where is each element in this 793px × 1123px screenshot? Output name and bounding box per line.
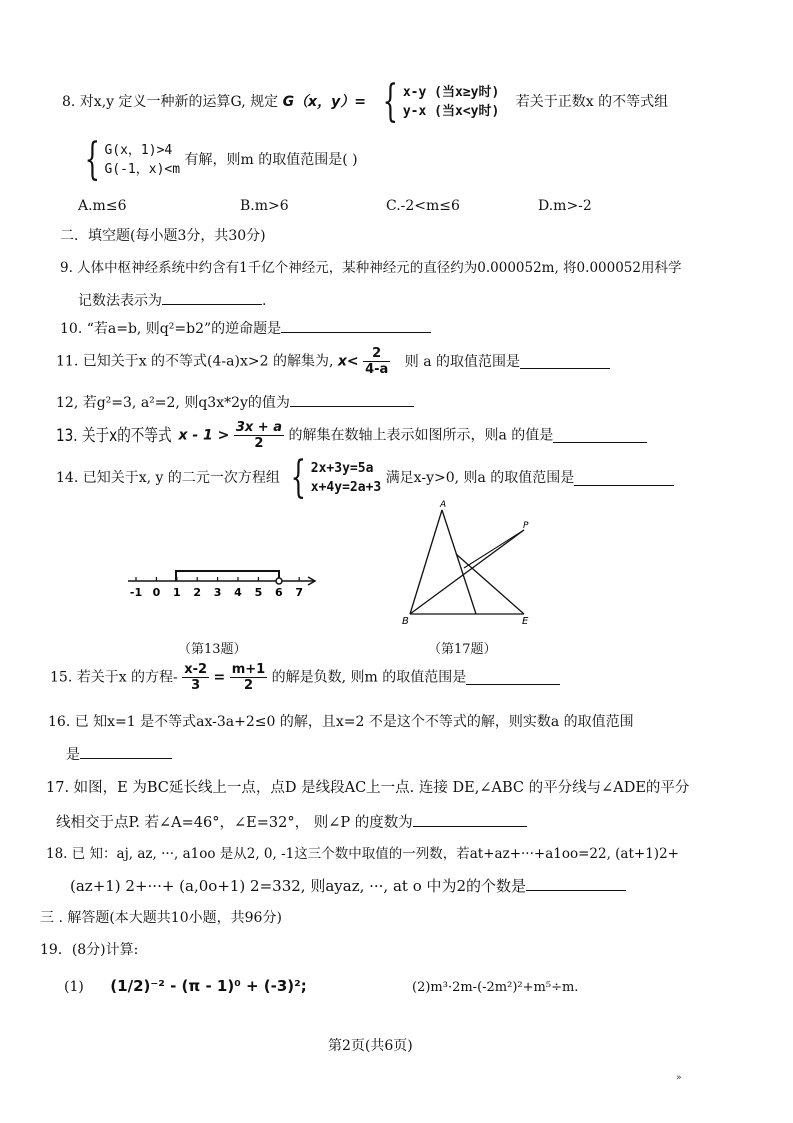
q9-answer-blank[interactable] [162,290,262,305]
tick-label-6: 6 [274,586,283,599]
solution-range-bracket [176,571,279,581]
q18-label: (az+1) 2+···+ (a,0o+1) 2=332, 则ayaz, ···, at o 中为2的个数是 [70,877,527,895]
q12-answer-blank[interactable] [290,392,414,407]
q12 [56,392,414,413]
q17-caption: （第17题） [428,642,497,657]
q9-label: 记数法表示为 [78,293,162,309]
q14-lead: 14. 已知关于x, y 的二元一次方程组 [56,470,280,486]
q15 [50,662,560,700]
q8-case2: y-x (当x<y时) [402,104,500,119]
q8-tail: 若关于正数x 的不等式组 [515,94,669,110]
tick-label-2: 2 [193,586,202,599]
side-ac [442,510,476,614]
q19-part1 [64,976,307,997]
q8-line2 [72,134,358,185]
q9-line1: 9. 人体中枢神经系统中约含有1千亿个神经元，某种神经元的直径约为0.000052m, 将0.000052用科学 [60,260,682,276]
label-p: P [523,521,529,531]
q12-text: 12, 若g²=3, a²=2, 则q3x*2y的值为 [56,395,290,411]
section3-heading: 三 . 解答题(本大题共10小题，共96分) [40,910,282,926]
q11-lead: 11. 已知关于x 的不等式(4-a)x>2 的解集为, [56,353,334,370]
q15-tail: 的解是负数, 则m 的取值范围是 [271,669,467,686]
bisector-bp [410,530,524,614]
q14-eq2: x+4y=2a+3 [310,480,382,495]
q15-numerator-left: x-2 [184,662,208,677]
q17-label: 线相交于点P. 若∠A=46°，∠E=32°， 则∠P 的度数为 [56,815,413,831]
q8-sys1: G(x，1)>4 [104,143,173,158]
q8-system [104,141,180,179]
label-a: A [440,500,447,510]
q8-line1 [62,76,669,127]
q14-system [311,459,381,497]
q15-denominator-left: 3 [191,678,201,693]
q15-equals: = [213,669,226,686]
open-endpoint [276,578,282,584]
q13-fraction [234,420,284,451]
q14-tail: 满足x-y>0, 则a 的取值范围是 [385,470,575,486]
q14-answer-blank[interactable] [574,471,674,486]
q11-answer-blank[interactable] [520,354,610,369]
q11-numerator: 2 [363,346,390,362]
q9-line2: 记数法表示为 . [78,290,266,311]
q14-eq1: 2x+3y=5a [310,461,374,476]
q8-opt-b: B.m>6 [240,198,289,214]
tick-label-3: 3 [213,586,222,599]
q16-answer-blank[interactable] [80,744,172,759]
q13-lead: 13. 关于x的不等式 [56,425,172,446]
q8-opt-a: A.m≤6 [78,198,127,214]
q8-opt-d: D.m>-2 [538,198,592,214]
q10-answer-blank[interactable] [281,318,431,333]
q11-tail: 则 a 的取值范围是 [404,353,520,370]
label-b: B [402,616,409,627]
q11 [56,346,610,380]
q15-answer-blank[interactable] [466,670,560,685]
q13-caption: （第13题） [178,642,247,657]
tick-label-0: 0 [152,586,161,599]
q19-title: 19．(8分)计算: [40,942,139,958]
q19-part2: (2)m³·2m-(-2m²)²+m⁵÷m. [412,980,579,995]
q8-lead: 8. 对x,y 定义一种新的运算G, 规定 [62,94,279,110]
q17-answer-blank[interactable] [413,812,527,827]
q15-lead: 15. 若关于x 的方程- [50,669,178,686]
tick-label--1: -1 [129,586,143,599]
q18-answer-blank[interactable] [526,876,626,891]
q17-line1: 17. 如图，E 为BC延长线上一点，点D 是线段AC上一点. 连接 DE,∠ABC 的平分线与∠ADE的平分 [46,780,690,796]
corner-mark: » [676,1073,682,1083]
q15-fraction-left [182,662,209,693]
q8-cases [403,83,499,121]
q19-part1-label: (1) [64,979,84,995]
q14-brace: { [290,452,307,503]
bisector-dp [464,530,524,568]
q8-opt-c: C.-2<m≤6 [386,198,460,214]
page-footer: 第2页(共6页) [328,1038,413,1054]
q18-line1: 18. 已 知：aj, az, ···, a1oo 是从2, 0, -1这三个数中取值的一列数，若at+az+···+a1oo=22, (at+1)2+ [46,846,679,862]
q10-text: 10. “若a=b, 则q²=b2”的逆命题是 [60,321,282,337]
q8-brace: { [383,76,399,127]
triangle-figure [396,496,546,630]
tick-label-4: 4 [234,586,242,599]
q13 [56,420,647,456]
q13-answer-blank[interactable] [553,428,647,443]
q8-func: G（x，y）= [282,94,366,110]
q13-lhs: x - 1 > [178,427,230,444]
q13-denominator: 2 [254,436,264,451]
q19-part1-expression: (1/2)⁻² - (π - 1)⁰ + (-3)²; [110,977,307,995]
q13-numerator: 3x + a [235,420,282,435]
section2-heading: 二．填空题(每小题3分，共30分) [60,228,266,244]
q11-denominator: 4-a [365,362,389,377]
number-line-figure [122,556,322,606]
q14 [56,452,674,503]
q17-line2 [56,812,527,833]
q8-sys-tail: 有解，则m 的取值范围是( ) [184,152,358,168]
q16-line2 [66,744,172,765]
q8-sys2: G(-1，x)<m [104,162,181,177]
q11-x: x< [337,353,359,370]
side-ab [410,510,442,614]
q15-fraction-right [230,662,267,693]
q15-numerator-right: m+1 [231,662,266,677]
q13-tail: 的解集在数轴上表示如图所示，则a 的值是 [288,427,554,444]
q8-case1: x-y (当x≥y时) [402,85,500,100]
tick-label-7: 7 [295,586,304,599]
label-e: E [522,616,529,627]
q18-line2 [70,876,626,896]
q8-sys-brace: { [84,134,100,185]
q16-line1: 16. 已 知x=1 是不等式ax-3a+2≤0 的解，且x=2 不是这个不等式的解，则实数a 的取值范围 [48,714,634,730]
tick-label-1: 1 [172,586,181,599]
q16-label: 是 [66,747,80,763]
q15-denominator-right: 2 [243,678,253,693]
q10 [60,318,431,339]
tick-label-5: 5 [254,586,263,599]
q11-fraction [363,346,390,377]
